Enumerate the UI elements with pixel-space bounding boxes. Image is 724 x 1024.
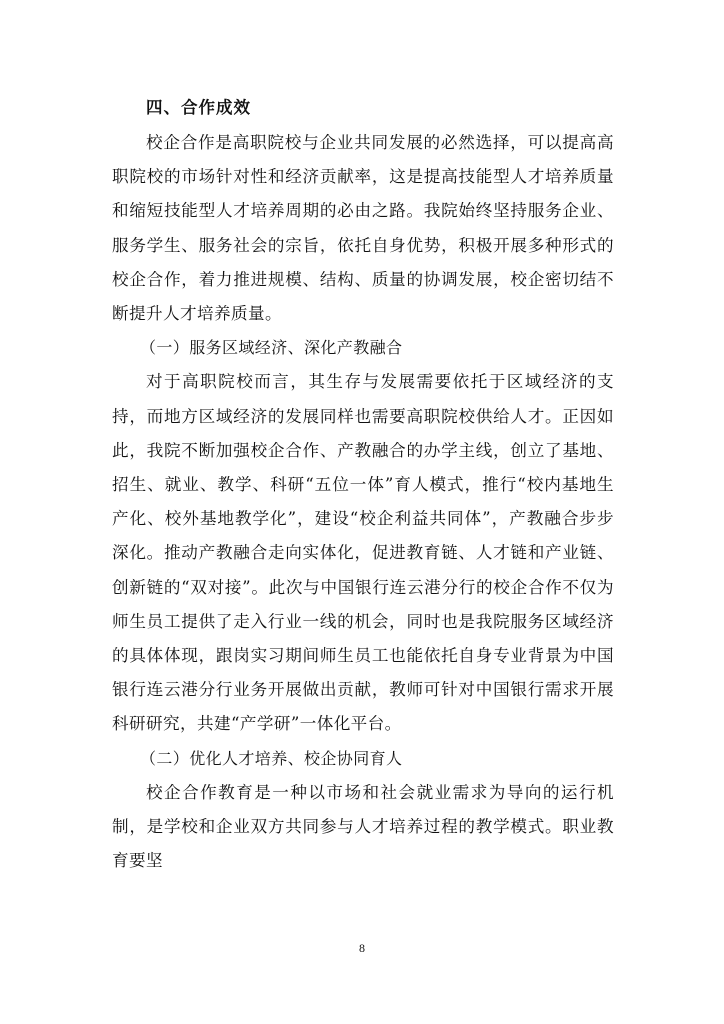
document-body xyxy=(112,94,614,878)
subheading-talent-training: （二）优化人才培养、校企协同育人 xyxy=(140,748,403,768)
paragraph-regional-economy: 对于高职院校而言，其生存与发展需要依托于区域经济的支持，而地方区域经济的发展同样也需要高职院校供给人才。正因如此，我院不断加强校企合作、产教融合的办学主线，创立了基地、招生、就业、教学、科研“五位一体”育人模式，推行“校内基地生产化、校外基地教学化”，建设“校企利益共同体”，产教融合步步深化。推动产教融合走向实体化，促进教育链、人才链和产业链、创新链的“双对接”。此次与中国银行连云港分行的校企合作不仅为师生员工提供了走入行业一线的机会，同时也是我院服务区域经济的具体体现，跟岗实习期间师生员工也能依托自身专业背景为中国银行连云港分行业务开展做出贡献，教师可针对中国银行需求开展科研研究，共建“产学研”一体化平台。 xyxy=(112,372,614,734)
section-heading: 四、合作成效 xyxy=(146,98,251,117)
paragraph-talent-training: 校企合作教育是一种以市场和社会就业需求为导向的运行机制，是学校和企业双方共同参与人才培养过程的教学模式。职业教育要坚 xyxy=(112,782,614,871)
page-number: 8 xyxy=(359,941,365,955)
subheading-regional-economy: （一）服务区域经济、深化产教融合 xyxy=(140,338,403,358)
paragraph-cooperation-intro: 校企合作是高职院校与企业共同发展的必然选择，可以提高高职院校的市场针对性和经济贡献率，这是提高技能型人才培养质量和缩短技能型人才培养周期的必由之路。我院始终坚持服务企业、服务学生、服务社会的宗旨，依托自身优势，积极开展多种形式的校企合作，着力推进规模、结构、质量的协调发展，校企密切结不断提升人才培养质量。 xyxy=(112,133,614,324)
